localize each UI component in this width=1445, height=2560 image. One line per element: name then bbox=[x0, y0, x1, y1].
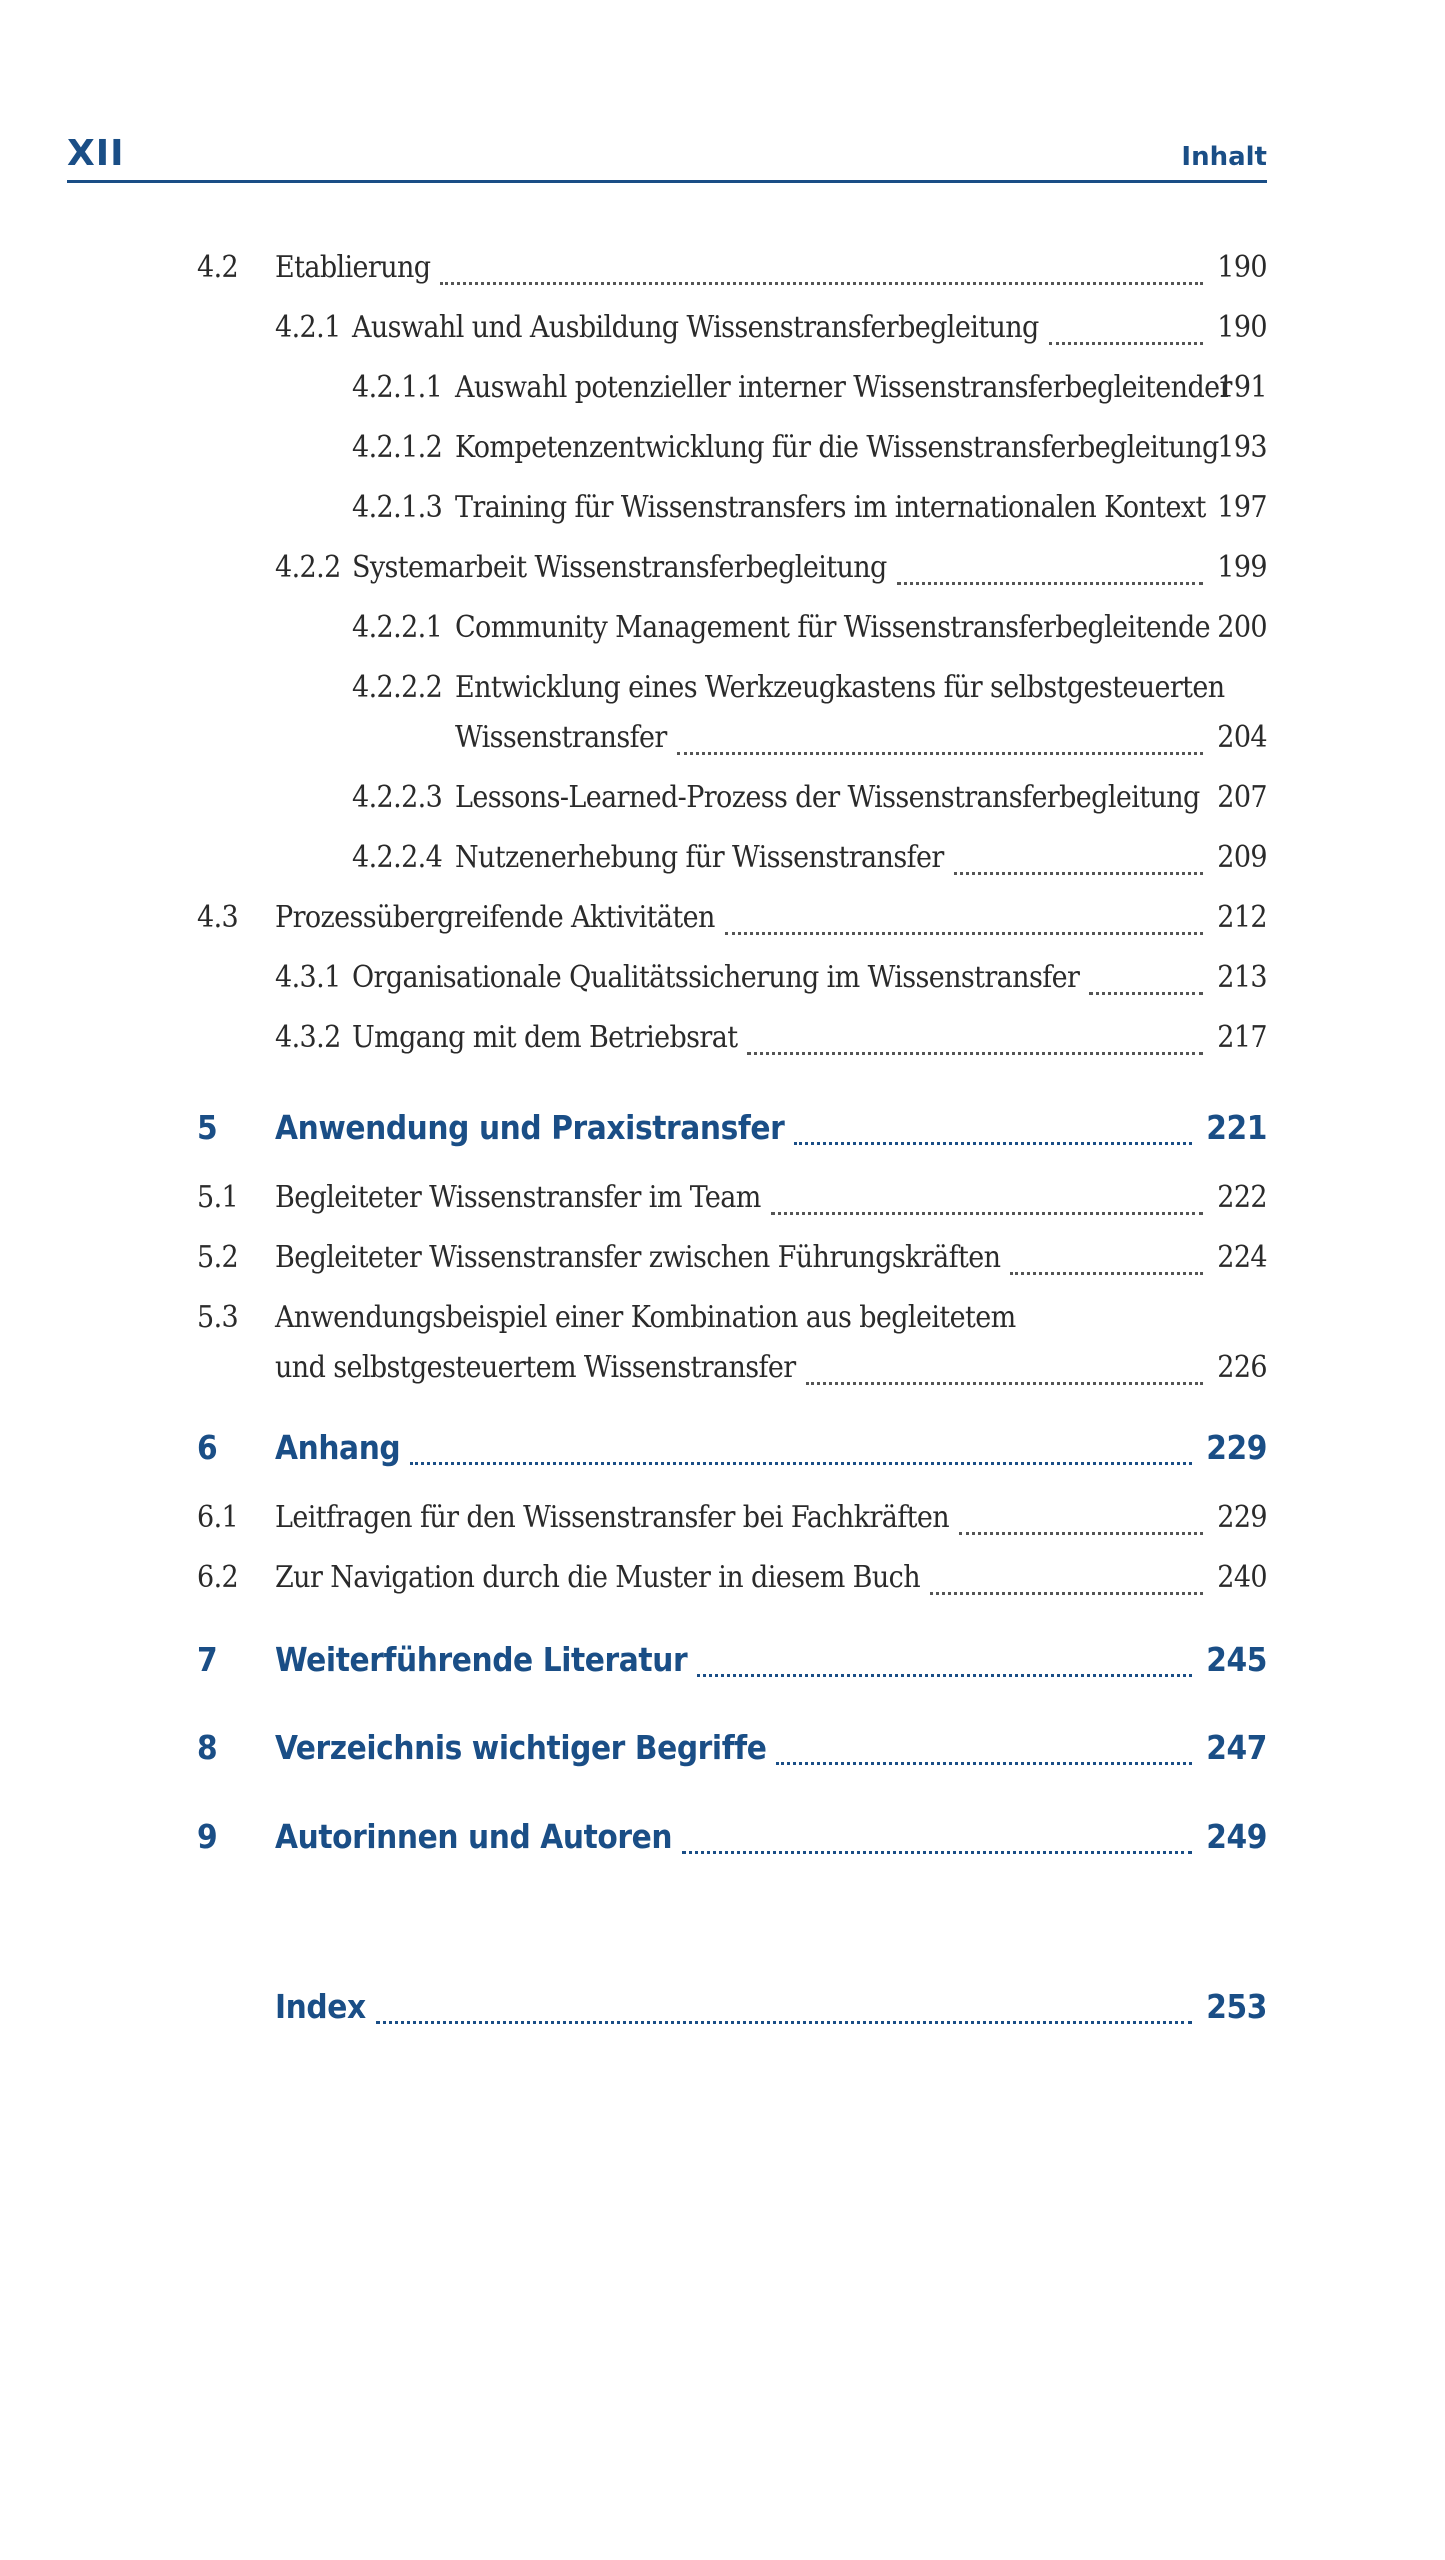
toc-entry-page: 213 bbox=[1217, 960, 1267, 995]
toc-entry-number: 5.2 bbox=[197, 1240, 239, 1275]
toc-entry-number: 4.2.2.4 bbox=[352, 840, 443, 875]
toc-entry-title: Lessons-Learned-Prozess der Wissenstransferbegleitung bbox=[455, 780, 1200, 815]
leader-dots bbox=[410, 1458, 1192, 1465]
leader-dots bbox=[376, 2017, 1193, 2024]
toc-entry-title: Etablierung bbox=[275, 250, 431, 285]
leader-dots bbox=[954, 868, 1204, 875]
leader-dots bbox=[959, 1528, 1203, 1535]
toc-entry-title: Entwicklung eines Werkzeugkastens für selbstgesteuerten bbox=[455, 670, 1225, 705]
toc-entry-number: 4.2.2.2 bbox=[352, 670, 443, 705]
leader-dots bbox=[682, 1847, 1192, 1854]
leader-dots bbox=[1010, 1268, 1203, 1275]
toc-entry-page: 197 bbox=[1217, 490, 1267, 525]
leader-dots bbox=[677, 748, 1204, 755]
leader-dots bbox=[440, 278, 1203, 285]
leader-dots bbox=[697, 1670, 1192, 1677]
toc-entry-title: Systemarbeit Wissenstransferbegleitung bbox=[352, 550, 887, 585]
toc-entry-number: 5.1 bbox=[197, 1180, 239, 1215]
toc-entry-title: Auswahl und Ausbildung Wissenstransferbegleitung bbox=[352, 310, 1039, 345]
toc-entry-number: 6.2 bbox=[197, 1560, 239, 1595]
leader-dots bbox=[897, 578, 1204, 585]
toc-entry-page: 253 bbox=[1206, 1987, 1267, 2026]
toc-entry-number: 4.2 bbox=[197, 250, 239, 285]
toc-entry-title: Kompetenzentwicklung für die Wissenstransferbegleitung bbox=[455, 430, 1219, 465]
leader-dots bbox=[806, 1378, 1204, 1385]
toc-entry-number: 4.2.1.2 bbox=[352, 430, 443, 465]
toc-entry-number: 8 bbox=[197, 1728, 218, 1767]
toc-entry-number: 4.3.1 bbox=[275, 960, 341, 995]
toc-entry-title: Organisationale Qualitätssicherung im Wissenstransfer bbox=[352, 960, 1080, 995]
toc-entry-number: 5 bbox=[197, 1108, 218, 1147]
leader-dots bbox=[1049, 338, 1204, 345]
toc-entry-page: 245 bbox=[1206, 1640, 1267, 1679]
toc-entry-page: 249 bbox=[1206, 1817, 1267, 1856]
toc-entry-number: 6 bbox=[197, 1428, 218, 1467]
toc-entry-page: 199 bbox=[1217, 550, 1267, 585]
toc-entry-page: 190 bbox=[1217, 250, 1267, 285]
toc-entry-page: 204 bbox=[1217, 720, 1267, 755]
toc-entry-number: 4.2.1.1 bbox=[352, 370, 443, 405]
leader-dots bbox=[930, 1588, 1203, 1595]
toc-entry-number: 4.3.2 bbox=[275, 1020, 341, 1055]
toc-entry-page: 207 bbox=[1217, 780, 1267, 815]
toc-entry-number: 4.3 bbox=[197, 900, 239, 935]
toc-entry-number: 6.1 bbox=[197, 1500, 239, 1535]
toc-entry-number: 4.2.2.3 bbox=[352, 780, 443, 815]
toc-entry-title: Prozessübergreifende Aktivitäten bbox=[275, 900, 715, 935]
leader-dots bbox=[776, 1758, 1192, 1765]
toc-entry-page: 190 bbox=[1217, 310, 1267, 345]
toc-entry-title: Community Management für Wissenstransferbegleitende bbox=[455, 610, 1210, 645]
toc-entry-number: 4.2.1 bbox=[275, 310, 341, 345]
toc-entry-number: 4.2.2.1 bbox=[352, 610, 443, 645]
toc-entry-title: Verzeichnis wichtiger Begriffe bbox=[275, 1728, 767, 1767]
section-title: Inhalt bbox=[1181, 142, 1267, 172]
toc-entry-page: 224 bbox=[1217, 1240, 1267, 1275]
toc-entry-title: Autorinnen und Autoren bbox=[275, 1817, 673, 1856]
leader-dots bbox=[1089, 988, 1203, 995]
toc-entry-number: 9 bbox=[197, 1817, 218, 1856]
toc-entry-title: Anwendungsbeispiel einer Kombination aus begleitetem bbox=[275, 1300, 1016, 1335]
toc-entry-title: Zur Navigation durch die Muster in diesem Buch bbox=[275, 1560, 920, 1595]
toc-entry-page: 212 bbox=[1217, 900, 1267, 935]
toc-entry-page: 229 bbox=[1217, 1500, 1267, 1535]
toc-entry-title: Auswahl potenzieller interner Wissenstransferbegleitender bbox=[455, 370, 1232, 405]
toc-entry-page: 222 bbox=[1217, 1180, 1267, 1215]
leader-dots bbox=[771, 1208, 1204, 1215]
toc-entry-title: Begleiteter Wissenstransfer im Team bbox=[275, 1180, 761, 1215]
toc-entry-title-line2: Wissenstransfer bbox=[455, 720, 667, 755]
toc-entry-number: 5.3 bbox=[197, 1300, 239, 1335]
running-head bbox=[67, 128, 1267, 183]
toc-entry-number: 4.2.1.3 bbox=[352, 490, 443, 525]
leader-dots bbox=[725, 928, 1204, 935]
toc-entry-title: Anwendung und Praxistransfer bbox=[275, 1108, 785, 1147]
leader-dots bbox=[794, 1138, 1192, 1145]
toc-entry-title: Begleiteter Wissenstransfer zwischen Führungskräften bbox=[275, 1240, 1001, 1275]
toc-entry-title: Leitfragen für den Wissenstransfer bei Fachkräften bbox=[275, 1500, 950, 1535]
page-number: XII bbox=[67, 133, 125, 174]
toc-entry-page: 209 bbox=[1217, 840, 1267, 875]
toc-entry-page: 240 bbox=[1217, 1560, 1267, 1595]
toc-entry-title: Nutzenerhebung für Wissenstransfer bbox=[455, 840, 944, 875]
toc-entry-title: Weiterführende Literatur bbox=[275, 1640, 688, 1679]
toc-entry-number: 7 bbox=[197, 1640, 218, 1679]
toc-entry-page: 191 bbox=[1217, 370, 1267, 405]
toc-entry-page: 229 bbox=[1206, 1428, 1267, 1467]
toc-entry-title: Index bbox=[275, 1987, 366, 2026]
toc-entry-title: Anhang bbox=[275, 1428, 401, 1467]
leader-dots bbox=[747, 1048, 1203, 1055]
toc-entry-page: 217 bbox=[1217, 1020, 1267, 1055]
toc-entry-page: 226 bbox=[1217, 1350, 1267, 1385]
toc-entry-title-line2: und selbstgesteuertem Wissenstransfer bbox=[275, 1350, 796, 1385]
toc-entry-page: 193 bbox=[1217, 430, 1267, 465]
toc-entry-page: 247 bbox=[1206, 1728, 1267, 1767]
toc-entry-page: 221 bbox=[1206, 1108, 1267, 1147]
toc-entry-page: 200 bbox=[1217, 610, 1267, 645]
toc-entry-title: Training für Wissenstransfers im internationalen Kontext bbox=[455, 490, 1206, 525]
toc-entry-number: 4.2.2 bbox=[275, 550, 341, 585]
toc-entry-title: Umgang mit dem Betriebsrat bbox=[352, 1020, 738, 1055]
